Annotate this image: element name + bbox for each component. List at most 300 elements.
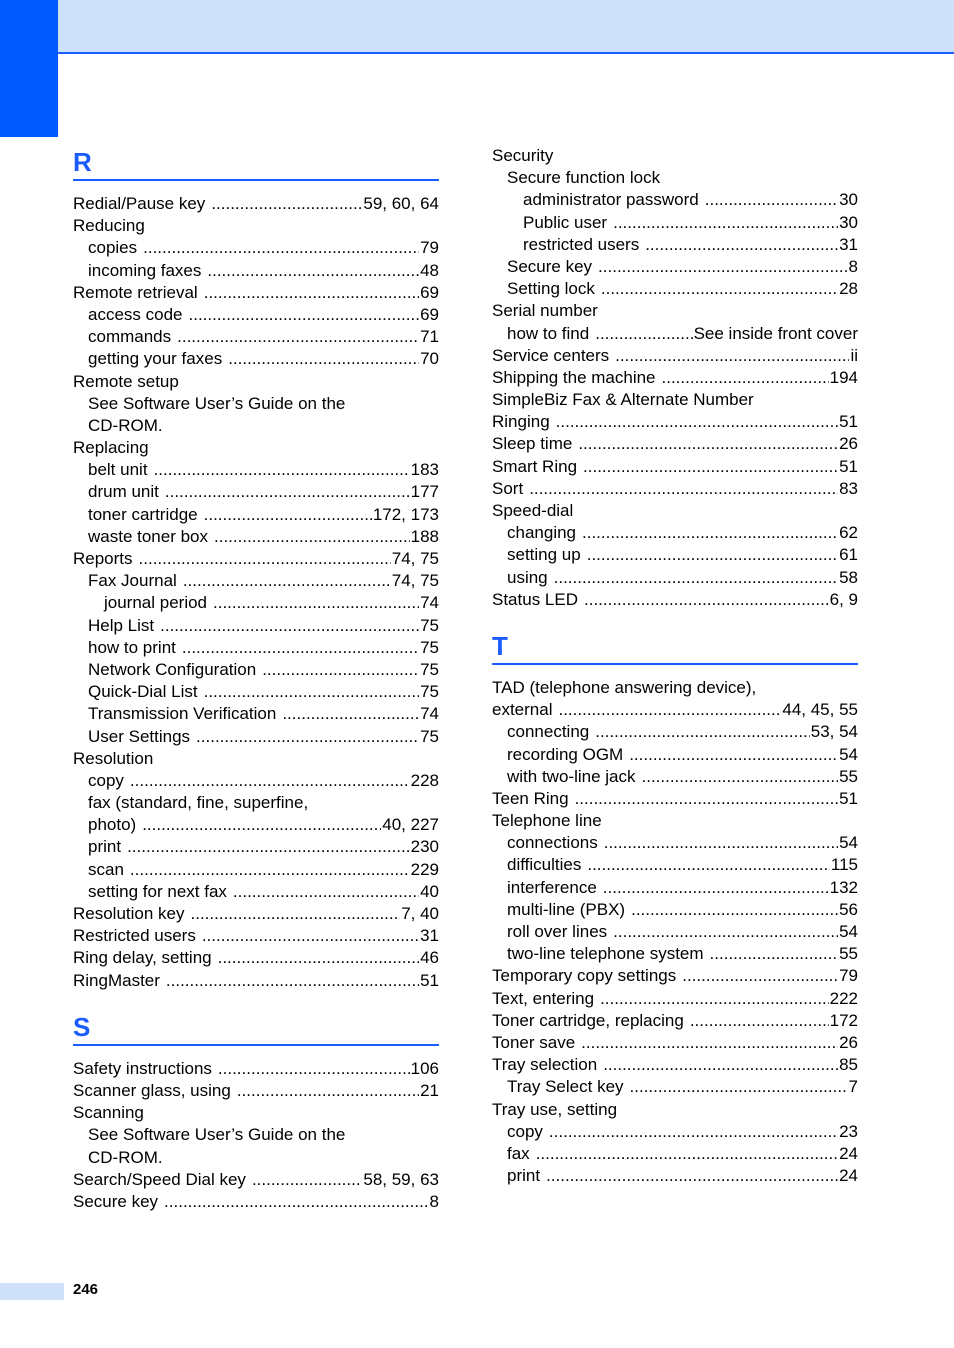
entry-label: Sort bbox=[492, 478, 524, 498]
index-section bbox=[492, 629, 858, 1187]
index-section bbox=[73, 1010, 439, 1213]
index-entry bbox=[73, 304, 439, 326]
entry-page-ref: 75 bbox=[420, 637, 439, 657]
entry-label: Telephone line bbox=[492, 811, 602, 831]
entry-page-ref: 44, 45, 55 bbox=[782, 700, 858, 720]
entry-page-ref: 61 bbox=[839, 545, 858, 565]
index-entry bbox=[492, 256, 858, 278]
index-entry bbox=[73, 1102, 439, 1124]
index-entry bbox=[492, 300, 858, 322]
index-entry bbox=[73, 1191, 439, 1213]
index-entry bbox=[492, 433, 858, 455]
entry-label: Temporary copy settings bbox=[492, 966, 677, 986]
entry-page-ref: 26 bbox=[839, 1032, 858, 1052]
index-entry bbox=[73, 592, 439, 614]
index-entry bbox=[73, 1147, 439, 1169]
index-entry bbox=[492, 1165, 858, 1187]
entry-label: Resolution bbox=[73, 748, 154, 768]
entry-label: commands bbox=[88, 327, 172, 347]
dot-leader bbox=[595, 721, 810, 743]
index-entry bbox=[492, 478, 858, 500]
dot-leader bbox=[581, 1032, 838, 1054]
index-entry bbox=[492, 145, 858, 167]
entry-label: Security bbox=[492, 146, 554, 165]
entry-label: external bbox=[492, 700, 553, 720]
dot-leader bbox=[237, 1080, 419, 1102]
entry-label: Toner cartridge, replacing bbox=[492, 1010, 684, 1030]
entry-label: setting up bbox=[507, 545, 581, 565]
entry-label: Service centers bbox=[492, 345, 610, 365]
entry-label: fax bbox=[507, 1143, 530, 1163]
index-column-left bbox=[73, 145, 439, 1231]
index-entry bbox=[492, 877, 858, 899]
dot-leader bbox=[177, 326, 419, 348]
index-entry bbox=[492, 411, 858, 433]
entry-label: Ring delay, setting bbox=[73, 948, 212, 968]
entry-label: copy bbox=[507, 1121, 543, 1141]
section-letter: S bbox=[73, 1011, 91, 1042]
entry-label: See Software User’s Guide on the bbox=[88, 1125, 346, 1145]
entry-page-ref: 59, 60, 64 bbox=[363, 194, 439, 213]
index-entry bbox=[492, 943, 858, 965]
entry-label: Remote setup bbox=[73, 371, 179, 391]
index-entry bbox=[492, 744, 858, 766]
entry-page-ref: 21 bbox=[420, 1080, 439, 1100]
entry-page-ref: 31 bbox=[420, 926, 439, 946]
index-entry bbox=[492, 323, 858, 345]
entry-page-ref: 83 bbox=[839, 478, 858, 498]
index-entry bbox=[73, 282, 439, 304]
index-entry bbox=[492, 167, 858, 189]
entry-label: with two-line jack bbox=[507, 766, 636, 786]
entry-page-ref: 53, 54 bbox=[810, 722, 858, 742]
index-entry bbox=[73, 437, 439, 459]
entry-page-ref: 228 bbox=[410, 770, 439, 790]
entry-page-ref: 70 bbox=[420, 349, 439, 369]
index-entry bbox=[492, 367, 858, 389]
dot-leader bbox=[558, 699, 781, 721]
entry-page-ref: 75 bbox=[420, 615, 439, 635]
entry-label: Transmission Verification bbox=[88, 704, 277, 724]
entry-page-ref: 46 bbox=[420, 948, 439, 968]
dot-leader bbox=[554, 567, 838, 589]
dot-leader bbox=[631, 899, 838, 921]
entry-label: Replacing bbox=[73, 438, 149, 458]
entry-label: connecting bbox=[507, 722, 590, 742]
index-entry bbox=[73, 836, 439, 858]
dot-leader bbox=[578, 433, 838, 455]
dot-leader bbox=[262, 659, 419, 681]
dot-leader bbox=[189, 304, 420, 326]
dot-leader bbox=[204, 504, 372, 526]
entry-label: RingMaster bbox=[73, 970, 160, 990]
entry-page-ref: 54 bbox=[839, 833, 858, 853]
index-entry bbox=[73, 1169, 439, 1191]
index-entry bbox=[492, 788, 858, 810]
entry-label: Remote retrieval bbox=[73, 282, 198, 302]
dot-leader bbox=[282, 703, 419, 725]
index-entry bbox=[73, 903, 439, 925]
dot-leader bbox=[182, 637, 419, 659]
entry-label: Tray use, setting bbox=[492, 1099, 618, 1119]
entry-page-ref: 24 bbox=[839, 1166, 858, 1186]
entry-label: drum unit bbox=[88, 482, 159, 502]
index-entry bbox=[492, 544, 858, 566]
entry-page-ref: 58 bbox=[839, 567, 858, 587]
entry-label: copies bbox=[88, 238, 138, 258]
index-entry bbox=[73, 393, 439, 415]
entry-page-ref: 54 bbox=[839, 922, 858, 941]
entry-page-ref: 48 bbox=[420, 260, 439, 280]
entry-label: SimpleBiz Fax & Alternate Number bbox=[492, 390, 754, 410]
index-entry bbox=[73, 1124, 439, 1146]
entry-page-ref: 30 bbox=[839, 190, 858, 210]
entry-label: Toner save bbox=[492, 1032, 576, 1052]
index-entry bbox=[73, 348, 439, 370]
index-section bbox=[73, 145, 439, 992]
entry-page-ref: 79 bbox=[420, 238, 439, 258]
dot-leader bbox=[164, 1191, 428, 1213]
entry-label: belt unit bbox=[88, 460, 148, 480]
entry-page-ref: 26 bbox=[839, 434, 858, 454]
index-entry bbox=[73, 570, 439, 592]
entry-page-ref: 115 bbox=[830, 855, 858, 875]
index-entry bbox=[492, 212, 858, 234]
index-entry bbox=[73, 1080, 439, 1102]
dot-leader bbox=[587, 544, 838, 566]
index-entry bbox=[73, 659, 439, 681]
entry-page-ref: 54 bbox=[839, 744, 858, 764]
dot-leader bbox=[604, 832, 838, 854]
entry-label: CD-ROM. bbox=[88, 1147, 163, 1167]
index-entry bbox=[492, 278, 858, 300]
index-entry bbox=[73, 260, 439, 282]
entry-page-ref: 51 bbox=[839, 412, 858, 432]
entry-label: Setting lock bbox=[507, 279, 595, 299]
index-entry bbox=[73, 792, 439, 814]
dot-leader bbox=[183, 570, 391, 592]
index-entry bbox=[73, 215, 439, 237]
dot-leader bbox=[165, 481, 410, 503]
header-band bbox=[58, 0, 954, 54]
entry-label: how to find bbox=[507, 323, 590, 343]
dot-leader bbox=[600, 988, 829, 1010]
entry-label: Tray selection bbox=[492, 1055, 598, 1075]
dot-leader bbox=[584, 589, 829, 611]
index-entry bbox=[492, 567, 858, 589]
dot-leader bbox=[595, 323, 692, 345]
dot-leader bbox=[603, 1054, 838, 1076]
dot-leader bbox=[615, 345, 849, 367]
dot-leader bbox=[630, 1076, 848, 1098]
entry-label: roll over lines bbox=[507, 922, 608, 941]
dot-leader bbox=[166, 970, 419, 992]
entry-page-ref: 79 bbox=[839, 966, 858, 986]
entry-label: Network Configuration bbox=[88, 659, 257, 679]
entry-label: User Settings bbox=[88, 726, 191, 746]
dot-leader bbox=[202, 925, 419, 947]
entry-page-ref: 62 bbox=[839, 523, 858, 543]
section-divider bbox=[73, 1044, 439, 1046]
entry-label: Reports bbox=[73, 549, 133, 568]
index-entry bbox=[73, 237, 439, 259]
index-section bbox=[492, 145, 858, 611]
entry-page-ref: 74 bbox=[420, 704, 439, 724]
entry-page-ref: 229 bbox=[410, 859, 439, 879]
entry-label: TAD (telephone answering device), bbox=[492, 677, 757, 697]
index-entry bbox=[492, 677, 858, 699]
entry-page-ref: 23 bbox=[839, 1121, 858, 1141]
dot-leader bbox=[218, 947, 419, 969]
entry-page-ref: 31 bbox=[839, 234, 858, 254]
entry-label: photo) bbox=[88, 815, 137, 835]
entry-page-ref: 55 bbox=[839, 944, 858, 964]
index-entry bbox=[492, 1143, 858, 1165]
entry-label: difficulties bbox=[507, 855, 582, 875]
index-entry bbox=[492, 345, 858, 367]
entry-label: incoming faxes bbox=[88, 260, 202, 280]
index-entry bbox=[492, 965, 858, 987]
dot-leader bbox=[529, 478, 838, 500]
dot-leader bbox=[613, 921, 838, 943]
entry-page-ref: 230 bbox=[410, 837, 439, 857]
dot-leader bbox=[233, 881, 419, 903]
index-entry bbox=[492, 589, 858, 611]
page-number: 246 bbox=[73, 1281, 99, 1298]
index-entry bbox=[492, 1010, 858, 1032]
entry-page-ref: 7 bbox=[848, 1077, 858, 1097]
index-entry bbox=[73, 193, 439, 215]
dot-leader bbox=[710, 943, 839, 965]
index-entry bbox=[73, 504, 439, 526]
dot-leader bbox=[642, 766, 839, 788]
section-letter: T bbox=[492, 630, 508, 661]
entry-label: CD-ROM. bbox=[88, 415, 163, 435]
dot-leader bbox=[214, 526, 410, 548]
dot-leader bbox=[130, 770, 410, 792]
entry-label: access code bbox=[88, 304, 183, 324]
index-entry bbox=[73, 947, 439, 969]
entry-page-ref: 106 bbox=[410, 1058, 439, 1078]
entry-label: Help List bbox=[88, 615, 155, 635]
index-entry bbox=[492, 988, 858, 1010]
dot-leader bbox=[582, 522, 838, 544]
dot-leader bbox=[583, 456, 838, 478]
entry-label: how to print bbox=[88, 637, 176, 657]
entry-label: setting for next fax bbox=[88, 881, 227, 901]
entry-label: administrator password bbox=[523, 190, 699, 210]
entry-page-ref: 51 bbox=[839, 788, 858, 808]
entry-label: using bbox=[507, 567, 548, 587]
entry-page-ref: 51 bbox=[420, 970, 439, 990]
entry-label: Scanner glass, using bbox=[73, 1080, 231, 1100]
dot-leader bbox=[139, 548, 391, 570]
dot-leader bbox=[690, 1010, 829, 1032]
entry-label: See Software User’s Guide on the bbox=[88, 393, 346, 413]
index-entry bbox=[492, 189, 858, 211]
dot-leader bbox=[213, 592, 419, 614]
dot-leader bbox=[587, 854, 830, 876]
entry-label: print bbox=[88, 837, 122, 857]
index-entry bbox=[492, 1121, 858, 1143]
entry-label: Secure function lock bbox=[507, 168, 661, 188]
dot-leader bbox=[536, 1143, 838, 1165]
index-entry bbox=[73, 459, 439, 481]
index-column-right bbox=[492, 145, 858, 1205]
index-entry bbox=[492, 810, 858, 832]
index-entry bbox=[492, 1099, 858, 1121]
dot-leader bbox=[143, 237, 419, 259]
entry-page-ref: 40 bbox=[420, 881, 439, 901]
entry-label: toner cartridge bbox=[88, 504, 198, 524]
entry-label: Secure key bbox=[507, 256, 593, 276]
dot-leader bbox=[191, 903, 401, 925]
entry-page-ref: 51 bbox=[839, 456, 858, 476]
entry-label: Scanning bbox=[73, 1103, 144, 1123]
entry-label: connections bbox=[507, 833, 598, 853]
dot-leader bbox=[662, 367, 829, 389]
index-entry bbox=[73, 615, 439, 637]
entry-page-ref: 55 bbox=[839, 766, 858, 786]
section-letter: R bbox=[73, 147, 92, 177]
index-entry bbox=[73, 371, 439, 393]
entry-page-ref: 74, 75 bbox=[391, 549, 439, 568]
entry-page-ref: 40, 227 bbox=[382, 815, 439, 835]
entry-label: multi-line (PBX) bbox=[507, 899, 626, 919]
entry-page-ref: 69 bbox=[420, 304, 439, 324]
entry-page-ref: 172, 173 bbox=[372, 504, 439, 524]
index-entry bbox=[492, 1054, 858, 1076]
dot-leader bbox=[645, 234, 838, 256]
entry-page-ref: 132 bbox=[829, 877, 858, 897]
entry-label: Speed-dial bbox=[492, 501, 574, 520]
dot-leader bbox=[598, 256, 847, 278]
dot-leader bbox=[682, 965, 838, 987]
entry-page-ref: 6, 9 bbox=[829, 589, 858, 609]
entry-label: Secure key bbox=[73, 1191, 159, 1211]
dot-leader bbox=[556, 411, 838, 433]
dot-leader bbox=[613, 212, 838, 234]
entry-page-ref: 28 bbox=[839, 279, 858, 299]
entry-label: Public user bbox=[523, 212, 608, 232]
entry-page-ref: See inside front cover bbox=[693, 323, 858, 343]
index-entry bbox=[73, 637, 439, 659]
entry-page-ref: 222 bbox=[829, 988, 858, 1008]
entry-page-ref: 56 bbox=[839, 899, 858, 919]
dot-leader bbox=[207, 260, 419, 282]
entry-page-ref: 74 bbox=[420, 593, 439, 613]
entry-label: Status LED bbox=[492, 589, 578, 609]
index-entry bbox=[492, 456, 858, 478]
index-entry bbox=[73, 881, 439, 903]
dot-leader bbox=[252, 1169, 362, 1191]
index-entry bbox=[492, 522, 858, 544]
entry-label: restricted users bbox=[523, 234, 640, 254]
entry-label: Shipping the machine bbox=[492, 367, 656, 387]
index-entry bbox=[73, 526, 439, 548]
dot-leader bbox=[211, 193, 362, 215]
entry-page-ref: 172 bbox=[829, 1010, 858, 1030]
entry-page-ref: 30 bbox=[839, 212, 858, 232]
entry-label: Quick-Dial List bbox=[88, 682, 198, 702]
index-entry bbox=[492, 1032, 858, 1054]
entry-label: Reducing bbox=[73, 216, 145, 236]
dot-leader bbox=[549, 1121, 838, 1143]
dot-leader bbox=[546, 1165, 838, 1187]
entry-page-ref: 85 bbox=[839, 1055, 858, 1075]
entry-label: interference bbox=[507, 877, 597, 897]
dot-leader bbox=[603, 877, 829, 899]
index-entry bbox=[492, 500, 858, 522]
section-divider bbox=[492, 663, 858, 665]
index-entry bbox=[73, 326, 439, 348]
index-entry bbox=[73, 726, 439, 748]
index-entry bbox=[73, 770, 439, 792]
index-entry bbox=[492, 389, 858, 411]
entry-label: waste toner box bbox=[88, 526, 209, 546]
entry-label: Fax Journal bbox=[88, 571, 177, 591]
entry-label: copy bbox=[88, 770, 124, 790]
index-entry bbox=[492, 1076, 858, 1098]
dot-leader bbox=[575, 788, 839, 810]
index-entry bbox=[73, 970, 439, 992]
entry-page-ref: 194 bbox=[829, 367, 858, 387]
index-entry bbox=[73, 748, 439, 770]
index-entry bbox=[73, 1058, 439, 1080]
dot-leader bbox=[218, 1058, 410, 1080]
entry-label: fax (standard, fine, superfine, bbox=[88, 793, 309, 813]
entry-label: Teen Ring bbox=[492, 788, 569, 808]
dot-leader bbox=[705, 189, 838, 211]
entry-page-ref: 75 bbox=[420, 659, 439, 679]
index-entry bbox=[73, 681, 439, 703]
entry-label: Redial/Pause key bbox=[73, 194, 206, 213]
entry-label: Restricted users bbox=[73, 926, 196, 946]
index-entry bbox=[73, 703, 439, 725]
index-entry bbox=[73, 481, 439, 503]
index-entry bbox=[73, 415, 439, 437]
entry-label: getting your faxes bbox=[88, 349, 223, 369]
entry-label: two-line telephone system bbox=[507, 944, 704, 964]
entry-label: Search/Speed Dial key bbox=[73, 1169, 246, 1189]
entry-label: scan bbox=[88, 859, 124, 879]
index-entry bbox=[492, 721, 858, 743]
index-entry bbox=[73, 859, 439, 881]
dot-leader bbox=[228, 348, 419, 370]
entry-label: changing bbox=[507, 523, 577, 543]
entry-label: Smart Ring bbox=[492, 456, 578, 476]
entry-page-ref: 7, 40 bbox=[401, 904, 439, 923]
index-entry bbox=[492, 832, 858, 854]
entry-page-ref: 74, 75 bbox=[391, 571, 439, 591]
footer-tab bbox=[0, 1283, 64, 1300]
entry-page-ref: 8 bbox=[429, 1191, 439, 1211]
dot-leader bbox=[196, 726, 419, 748]
dot-leader bbox=[142, 814, 381, 836]
entry-label: Sleep time bbox=[492, 434, 573, 454]
index-entry bbox=[492, 854, 858, 876]
entry-page-ref: 188 bbox=[410, 526, 439, 546]
dot-leader bbox=[127, 836, 410, 858]
dot-leader bbox=[629, 744, 838, 766]
index-entry bbox=[492, 921, 858, 943]
dot-leader bbox=[130, 859, 410, 881]
index-entry bbox=[73, 925, 439, 947]
entry-label: Safety instructions bbox=[73, 1058, 212, 1078]
index-entry bbox=[492, 766, 858, 788]
entry-page-ref: 177 bbox=[410, 482, 439, 502]
index-entry bbox=[73, 814, 439, 836]
